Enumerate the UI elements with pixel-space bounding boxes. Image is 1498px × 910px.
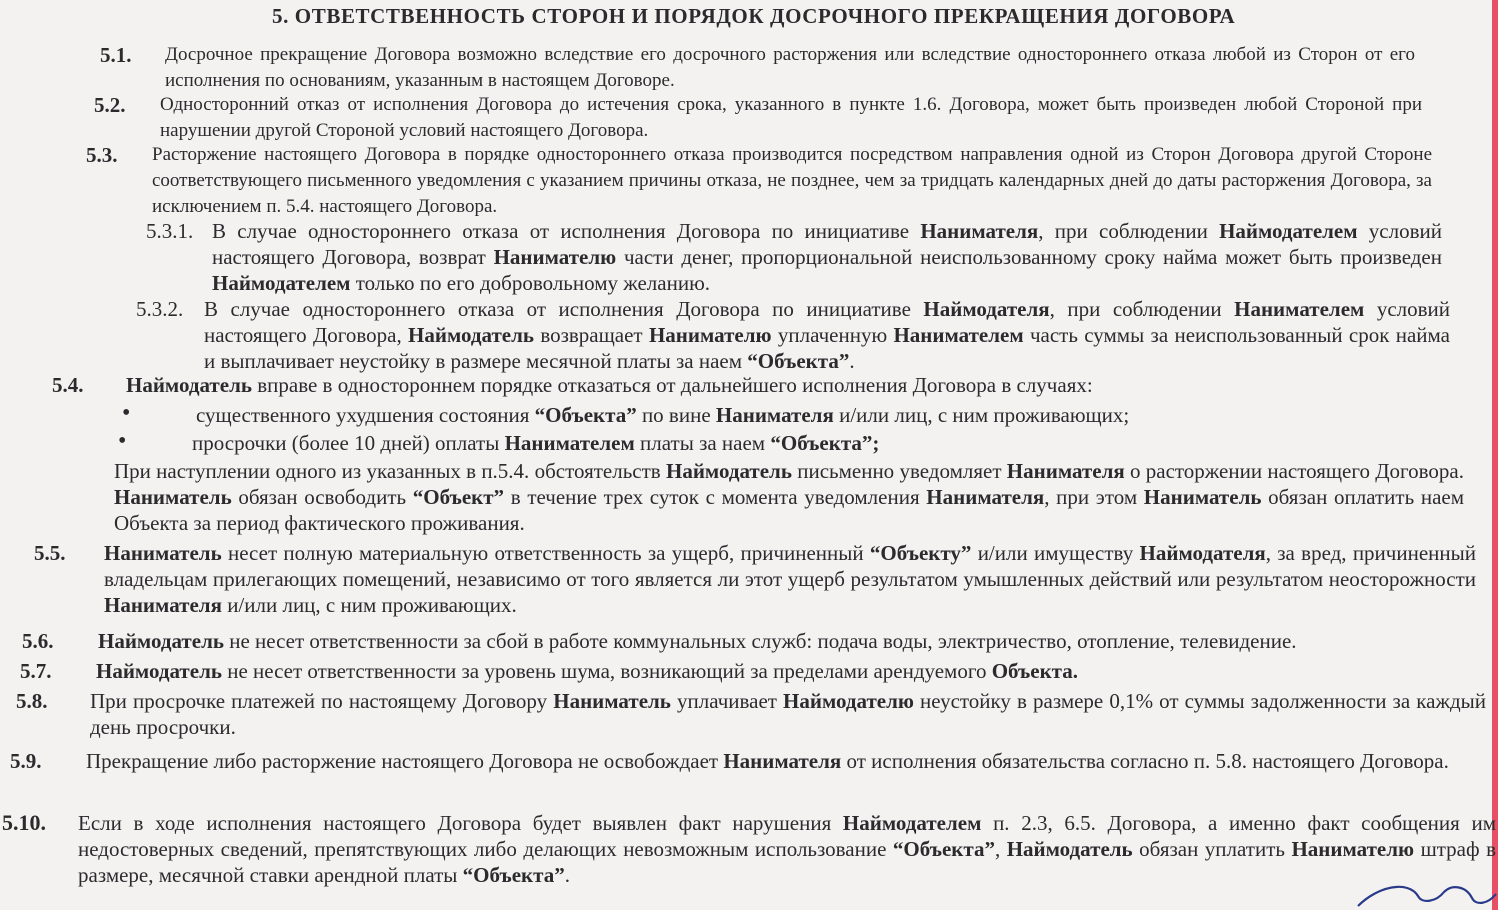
clause-number: 5.5. [34,541,66,565]
clause-number: 5.6. [22,629,54,653]
list-item-text: просрочки (более 10 дней) оплаты Нанимателем платы за наем “Объекта”; [192,431,880,455]
clause-text: Наниматель несет полную материальную ответственность за ущерб, причиненный “Объекту” и/или имуществу Наймодателя, за вред, причиненный владельцам прилегающих помещений, независимо от того является ли этот ущерб результатом умышленных действий или результатом неосторожности Нанимателя и/или лиц, с ним проживающих. [104,541,1476,617]
clause-number: 5.8. [16,689,48,713]
bullet-icon: • [118,428,127,454]
clause-text: Прекращение либо расторжение настоящего Договора не освобождает Нанимателя от исполнения обязательства согласно п. 5.8. настоящего Договора. [86,749,1449,773]
clause-text: Расторжение настоящего Договора в порядке одностороннего отказа производится посредством направления одной из Сторон Договора другой Стороне соответствующего письменного уведомления с указанием причины отказа, не позднее, чем за тридцать календарных дней до даты расторжения Договора, за исключением п. 5.4. настоящего Договора. [152,144,1432,217]
clause-text: В случае одностороннего отказа от исполнения Договора по инициативе Наймодателя, при соблюдении Нанимателем условий настоящего Договора, Наймодатель возвращает Нанимателю уплаченную Нанимателем часть суммы за неиспользованный срок найма и выплачивает неустойку в размере месячной платы за наем “Объекта”. [204,297,1451,373]
clause-text: Досрочное прекращение Договора возможно вследствие его досрочного расторжения или вследствие одностороннего отказа любой из Сторон от его исполнения по основаниям, указанным в настоящем Договоре. [165,44,1415,91]
clause-text: Наймодатель вправе в одностороннем порядке отказаться от дальнейшего исполнения Договора в случаях: [126,373,1093,397]
clause-number: 5.1. [100,43,132,67]
clause-text: Наймодатель не несет ответственности за сбой в работе коммунальных служб: подача воды, электричество, отопление, телевидение. [98,629,1297,653]
clause-number: 5.3. [86,143,118,167]
clause-text: Если в ходе исполнения настоящего Договора будет выявлен факт нарушения Наймодателем п. 2.3, 6.5. Договора, а именно факт сообщения им недостоверных сведений, препятствующих либо делающих невозможным использование “Объекта”, Наймодатель обязан уплатить Нанимателю штраф в размере, месячной ставки арендной платы “Объекта”. [78,811,1497,887]
page-edge [1492,0,1498,910]
clause-text: В случае одностороннего отказа от исполнения Договора по инициативе Нанимателя, при соблюдении Наймодателем условий настоящего Договора, возврат Нанимателю части денег, пропорциональной неиспользованному сроку найма может быть произведен Наймодателем только по его добровольному желанию. [212,219,1442,295]
clause-number: 5.3.2. [136,297,184,321]
signature-scribble [1348,876,1498,910]
clause-number: 5.7. [20,659,52,683]
clause-number: 5.9. [10,749,42,773]
section-title: 5. ОТВЕТСТВЕННОСТЬ СТОРОН И ПОРЯДОК ДОСРОЧНОГО ПРЕКРАЩЕНИЯ ДОГОВОРА [272,4,1236,28]
clause-number: 5.3.1. [146,219,194,243]
clause-text: Наймодатель не несет ответственности за уровень шума, возникающий за пределами арендуемого Объекта. [96,659,1078,683]
clause-number: 5.10. [2,810,46,835]
bullet-icon: • [122,400,131,426]
clause-text: Односторонний отказ от исполнения Договора до истечения срока, указанного в пункте 1.6. Договора, может быть произведен любой Стороной при нарушении другой Стороной условий настоящего Договора. [160,94,1422,141]
list-item-text: существенного ухудшения состояния “Объекта” по вине Нанимателя и/или лиц, с ним проживающих; [196,403,1130,427]
clause-text: При просрочке платежей по настоящему Договору Наниматель уплачивает Наймодателю неустойку в размере 0,1% от суммы задолженности за каждый день просрочки. [90,689,1486,739]
clause-number: 5.2. [94,93,126,117]
clause-text: При наступлении одного из указанных в п.5.4. обстоятельств Наймодатель письменно уведомляет Нанимателя о расторжении настоящего Договора. Наниматель обязан освободить “Объект” в течение трех суток с момента уведомления Нанимателя, при этом Наниматель обязан оплатить наем Объекта за период фактического проживания. [114,459,1464,535]
clause-number: 5.4. [52,373,84,397]
